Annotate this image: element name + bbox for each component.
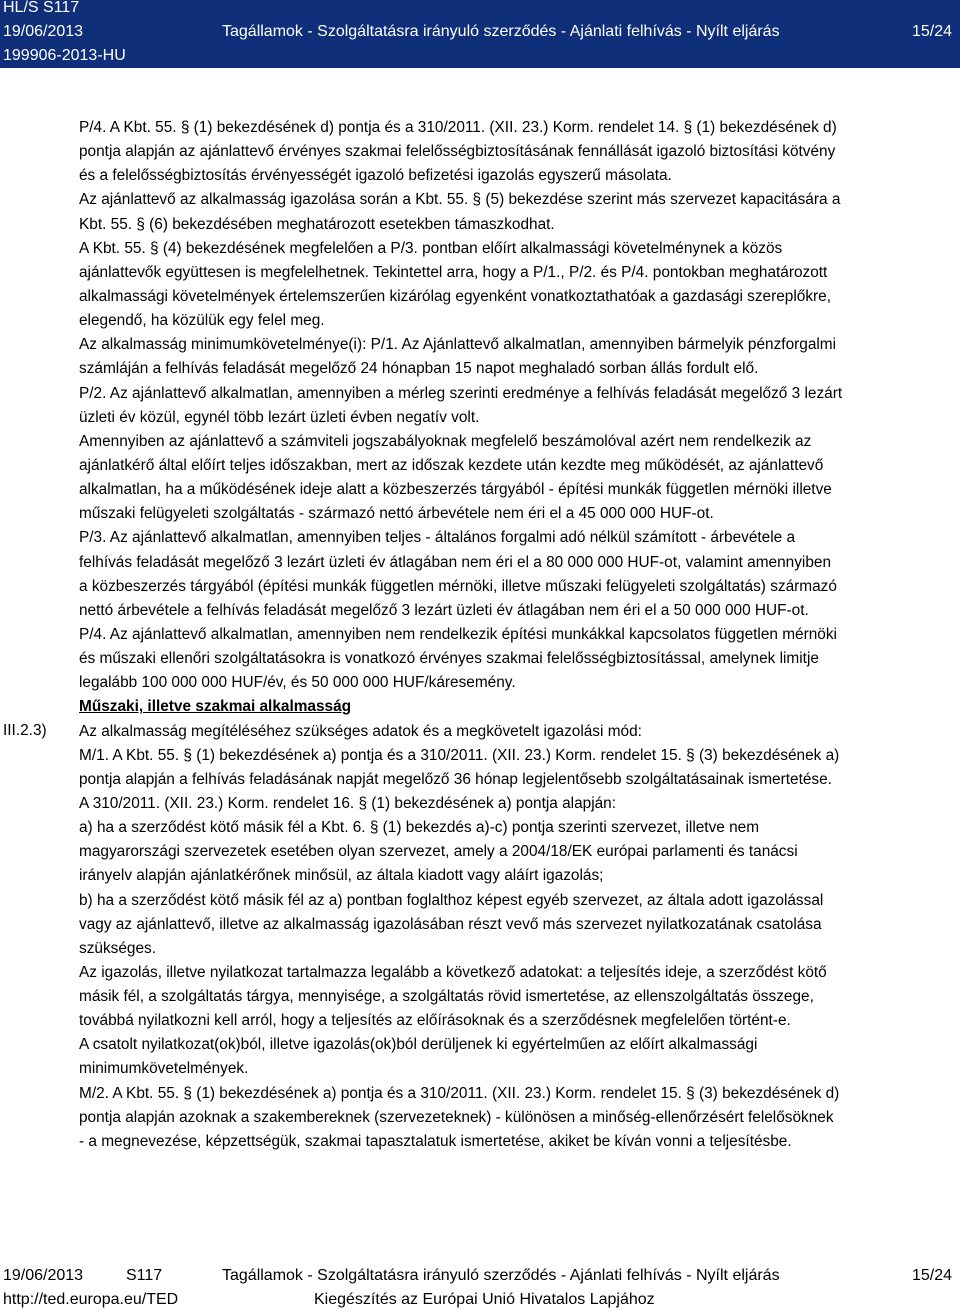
body-line: M/2. A Kbt. 55. § (1) bekezdésének a) pontja és a 310/2011. (XII. 23.) Korm. rendelet 15. § (3) bekezdésének d) [79, 1084, 840, 1102]
body-line: A 310/2011. (XII. 23.) Korm. rendelet 16. § (1) bekezdésének a) pontja alapján: [79, 794, 617, 812]
body-line: - a megnevezése, képzettségük, szakmai tapasztalatuk ismertetése, akiket be kíván vonni a teljesítésbe. [79, 1132, 792, 1150]
body-line: vagy az ajánlattevő, illetve az alkalmasság igazolásában részt vevő más szervezet nyilatkozatának csatolása [79, 915, 822, 933]
header-page: 15/24 [912, 23, 953, 40]
body-line: Az alkalmasság minimumkövetelménye(i): P/1. Az Ajánlattevő alkalmatlan, amennyiben bármelyik pénzforgalmi [79, 336, 837, 354]
body-line: Az igazolás, illetve nyilatkozat tartalmazza legalább a következő adatokat: a teljesítés ideje, a szerződést kötő [79, 963, 827, 981]
header-doc-code: HL/S S117 [3, 0, 80, 16]
body-line: pontja alapján a felhívás feladásának napját megelőző 36 hónap legjelentősebb szolgáltatásainak ismertetése. [79, 770, 832, 788]
body-line: számláján a felhívás feladását megelőző 24 hónapban 15 napot meghaladó sorban állás fordult elő. [79, 360, 759, 378]
body-line: alkalmassági követelmények értelemszerűen kizárólag egyenként vonatkoztathatóak a gazdasági szereplőkre, [79, 287, 831, 305]
header-date: 19/06/2013 [3, 23, 84, 40]
footer-title: Tagállamok - Szolgáltatásra irányuló szerződés - Ajánlati felhívás - Nyílt eljárás [222, 1267, 780, 1284]
body-line: szükséges. [79, 939, 156, 957]
body-line: A Kbt. 55. § (4) bekezdésének megfelelően a P/3. pontban előírt alkalmassági követelménynek a közös [79, 239, 783, 257]
section-heading: Műszaki, illetve szakmai alkalmasság [79, 698, 352, 716]
header-title: Tagállamok - Szolgáltatásra irányuló szerződés - Ajánlati felhívás - Nyílt eljárás [222, 23, 780, 40]
body-line: műszaki felügyeleti szolgáltatás - származó nettó árbevétele nem éri el a 45 000 000 HUF-ot. [79, 505, 714, 523]
body-line: a) ha a szerződést kötő másik fél a Kbt. 6. § (1) bekezdés a)-c) pontja szerinti szervezet, illetve nem [79, 819, 760, 837]
body-line: P/4. A Kbt. 55. § (1) bekezdésének d) pontja és a 310/2011. (XII. 23.) Korm. rendelet 14. § (1) bekezdésének d) [79, 119, 837, 136]
body-line: és műszaki ellenőri szolgáltatásokra is vonatkozó érvényes szakmai felelősségbiztosítással, amelynek limitje [79, 650, 819, 668]
header-bar [0, 0, 960, 68]
footer-date: 19/06/2013 [3, 1267, 84, 1284]
body-line: alkalmatlan, ha a működésének ideje alatt a közbeszerzés tárgyából - építési munkák független mérnöki illetve [79, 481, 832, 499]
body-line: pontja alapján az ajánlattevő érvényes szakmai felelősségbiztosításának fennállását igazoló biztosítási kötvény [79, 143, 836, 161]
section-number: III.2.3) [3, 722, 47, 739]
body-line: ajánlatkérő által előírt teljes időszakban, mert az időszak kezdete után kezdte meg működését, az ajánlattevő [79, 456, 824, 474]
body-line: ajánlattevők együttesen is megfelelhetnek. Tekintettel arra, hogy a P/1., P/2. és P/4. pontokban meghatározott [79, 263, 828, 281]
body-line: P/3. Az ajánlattevő alkalmatlan, amennyiben teljes - általános forgalmi adó nélkül számított - árbevétele a [79, 529, 796, 547]
body-line: felhívás feladását megelőző 3 lezárt üzleti év átlagában nem éri el a 80 000 000 HUF-ot, valamint amennyiben [79, 553, 832, 571]
body-line: pontja alapján azoknak a szakembereknek (szervezeteknek) - különösen a minőség-ellenőrzésért felelősöknek [79, 1108, 834, 1126]
body-line: nettó árbevétele a felhívás feladását megelőző 3 lezárt üzleti év átlagában nem éri el a 50 000 000 HUF-ot. [79, 601, 809, 619]
body-line: P/4. Az ajánlattevő alkalmatlan, amennyiben nem rendelkezik építési munkákkal kapcsolatos független mérnöki [79, 625, 837, 643]
body-line: továbbá nyilatkozni kell arról, hogy a teljesítés az előírásoknak és a szerződésnek megfelelően történt-e. [79, 1012, 791, 1030]
body-line: minimumkövetelmények. [79, 1060, 249, 1078]
document-body [79, 116, 955, 1154]
body-line: üzleti év közül, egynél több lezárt üzleti évben negatív volt. [79, 408, 480, 426]
body-line: M/1. A Kbt. 55. § (1) bekezdésének a) pontja és a 310/2011. (XII. 23.) Korm. rendelet 15. § (3) bekezdésének a) [79, 746, 840, 764]
body-line: legalább 100 000 000 HUF/év, és 50 000 000 HUF/káresemény. [79, 674, 516, 692]
body-line: és a felelősségbiztosítás érvényességét igazoló befizetési igazolás egyszerű másolata. [79, 167, 672, 185]
body-line: elegendő, ha közülük egy felel meg. [79, 312, 325, 330]
footer-url[interactable]: http://ted.europa.eu/TED [3, 1291, 179, 1308]
body-line: magyarországi szervezetek esetében olyan szervezet, amely a 2004/18/EK európai parlamenti és tanácsi [79, 843, 798, 861]
footer-publisher: Kiegészítés az Európai Unió Hivatalos Lapjához [314, 1291, 655, 1308]
body-line: Amennyiben az ajánlattevő a számviteli jogszabályoknak megfelelő beszámolóval azért nem rendelkezik az [79, 432, 812, 450]
body-line: Kbt. 55. § (6) bekezdésében meghatározott esetekben támaszkodhat. [79, 215, 555, 233]
footer-series: S117 [126, 1267, 163, 1284]
body-line: irányelv alapján ajánlatkérőnek minősül, az általa kiadott vagy aláírt igazolás; [79, 867, 604, 885]
body-line: P/2. Az ajánlattevő alkalmatlan, amennyiben a mérleg szerinti eredménye a felhívás feladását megelőző 3 lezárt [79, 384, 843, 402]
body-line: Az alkalmasság megítéléséhez szükséges adatok és a megkövetelt igazolási mód: [79, 722, 642, 740]
body-line: b) ha a szerződést kötő másik fél az a) pontban foglalthoz képest egyéb szervezet, az általa adott igazolással [79, 891, 824, 909]
body-line: másik fél, a szolgáltatás tárgya, mennyisége, a szolgáltatás rövid ismertetése, az ellenszolgáltatás összege, [79, 988, 814, 1006]
body-line: a közbeszerzés tárgyából (építési munkák független mérnöki, illetve műszaki felügyeleti szolgáltatás) származó [79, 577, 837, 595]
footer-page: 15/24 [912, 1267, 953, 1284]
body-line: A csatolt nyilatkozat(ok)ból, illetve igazolás(ok)ból derüljenek ki egyértelműen az előírt alkalmassági [79, 1036, 758, 1054]
header-ref: 199906-2013-HU [3, 47, 126, 64]
body-line: Az ajánlattevő az alkalmasság igazolása során a Kbt. 55. § (5) bekezdése szerint más szervezet kapacitására a [79, 191, 841, 209]
